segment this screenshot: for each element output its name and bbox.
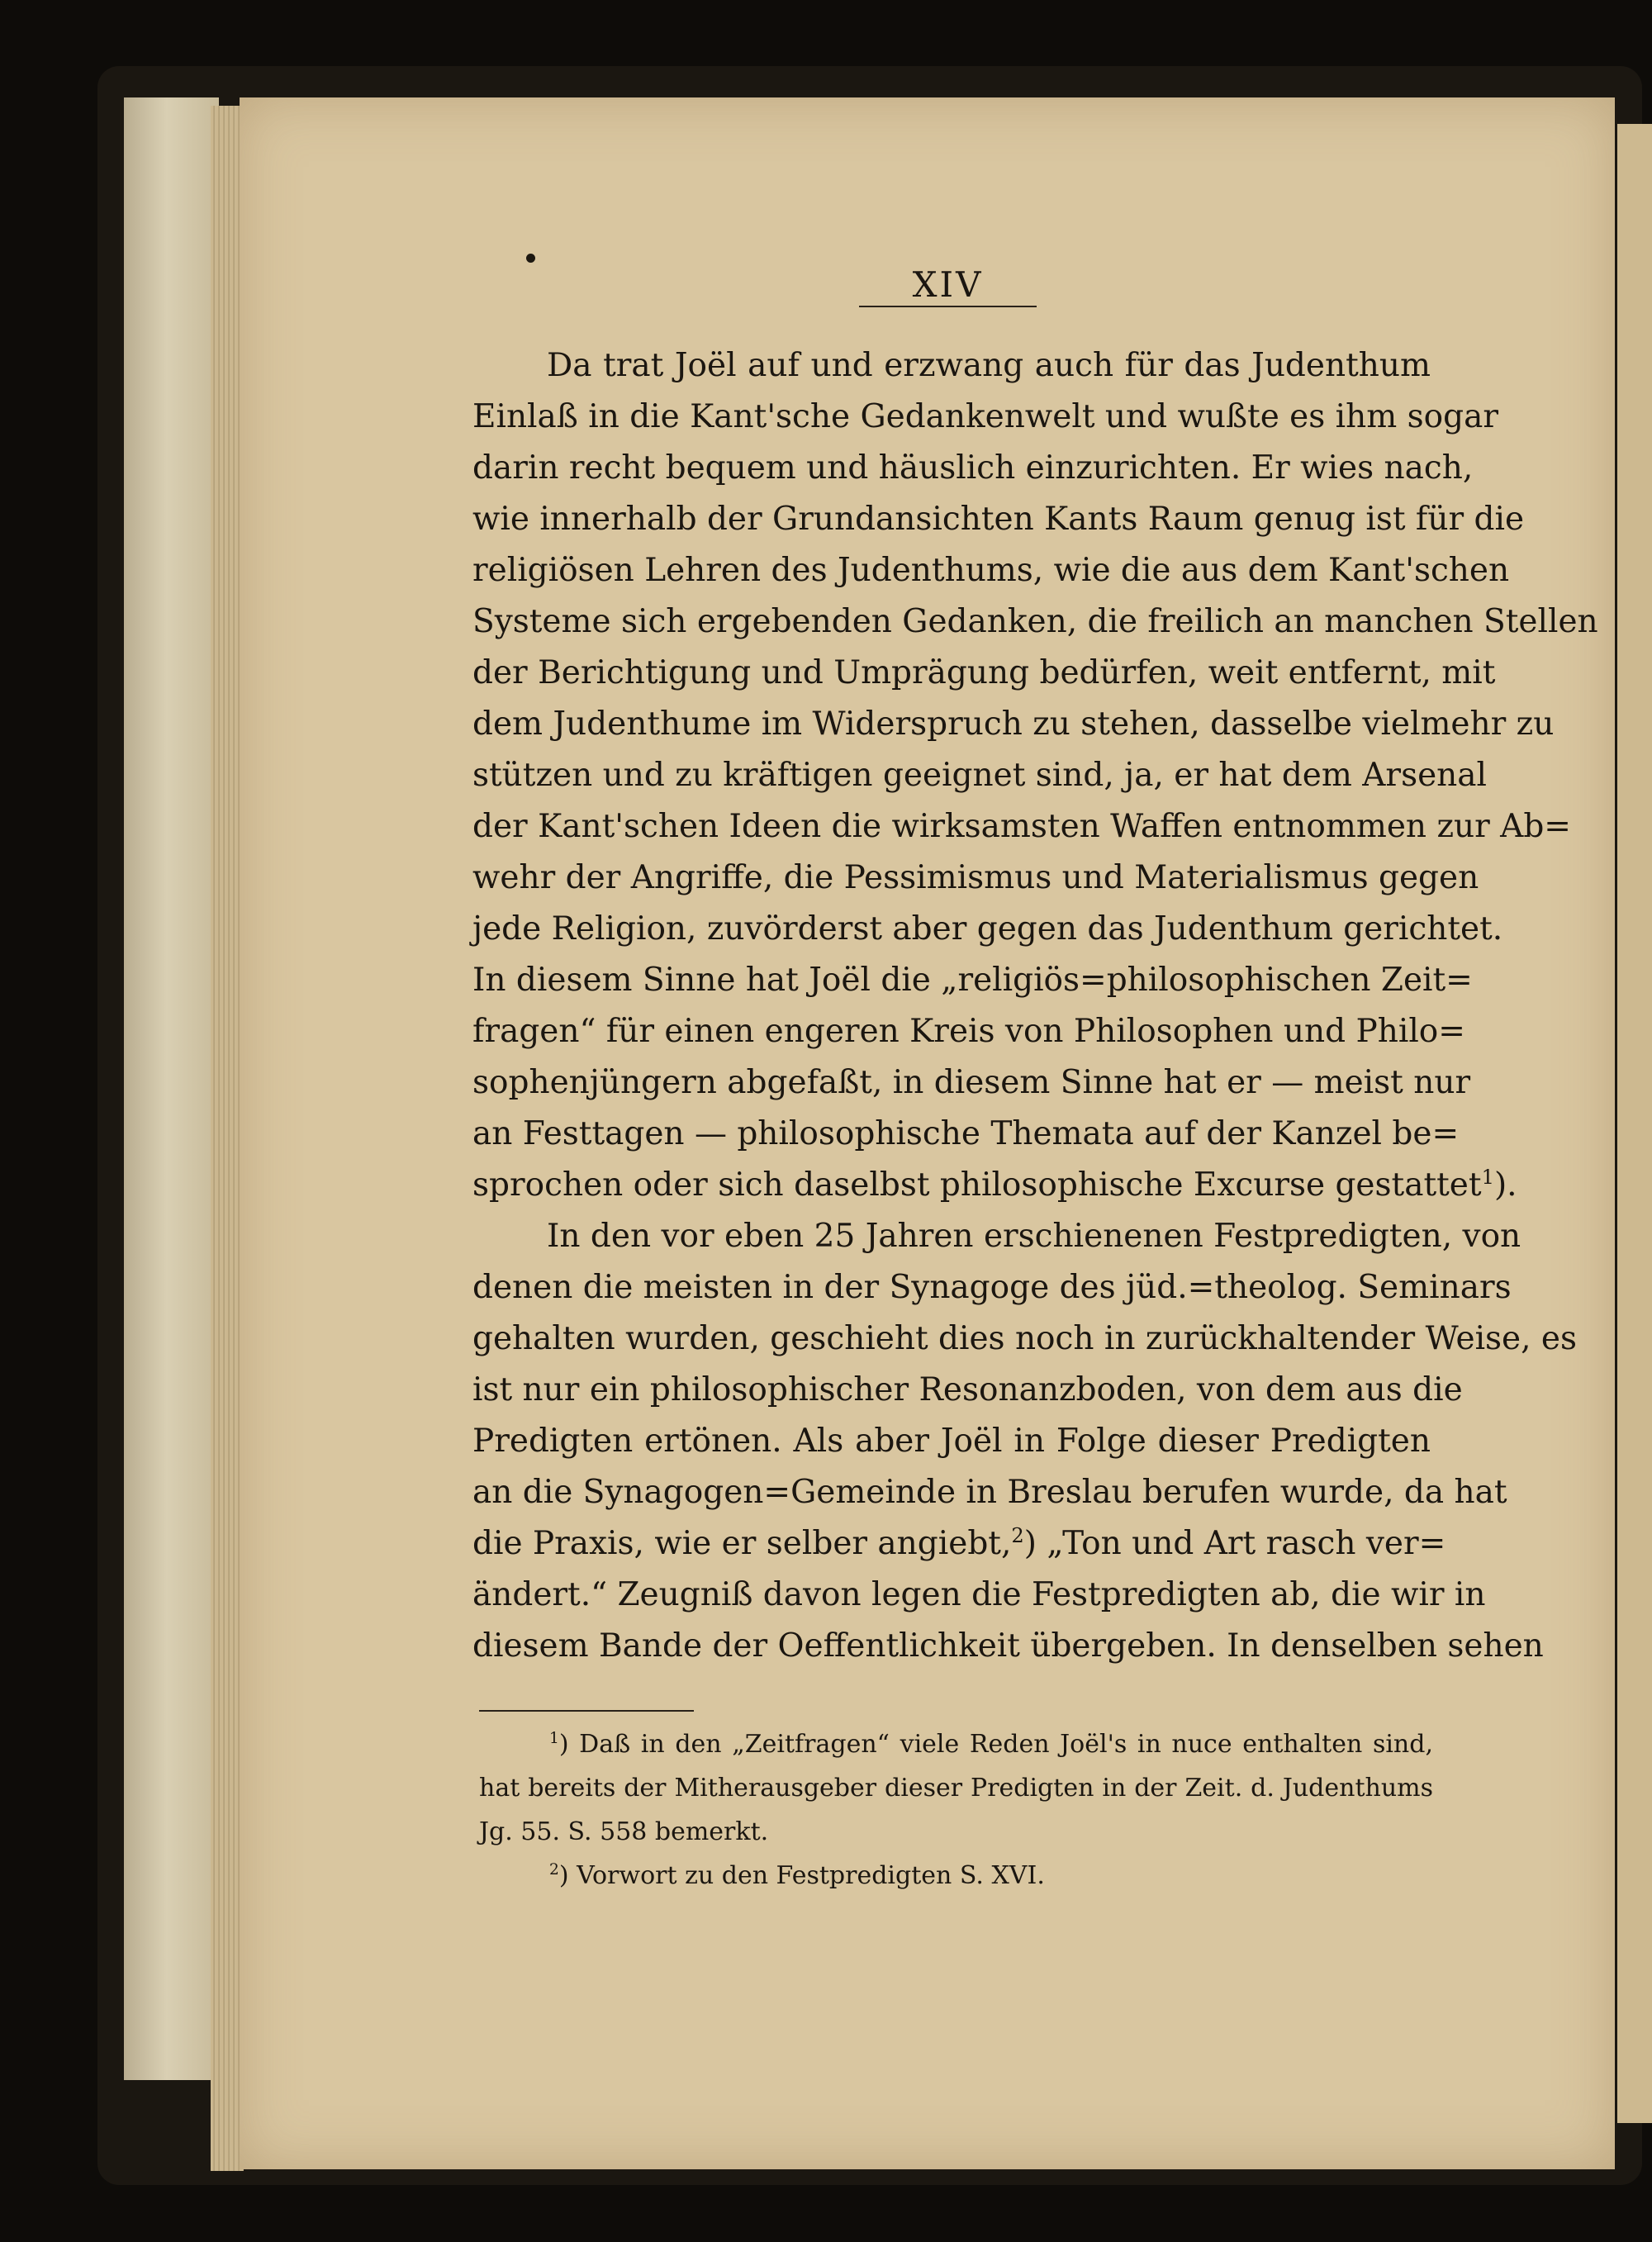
text-line: religiösen Lehren des Judenthums, wie die aus dem Kant'schen bbox=[472, 552, 1510, 589]
footnote-mark: 1 bbox=[549, 1730, 559, 1747]
text-line: Systeme sich ergebenden Gedanken, die freilich an manchen Stellen bbox=[472, 603, 1598, 640]
text-line: an Festtagen — philosophische Themata auf der Kanzel be= bbox=[472, 1115, 1460, 1152]
text-fragment: ) „Ton und Art rasch ver= bbox=[1023, 1525, 1446, 1562]
footnote-text: ) Vorwort zu den Festpredigten S. XVI. bbox=[558, 1861, 1045, 1890]
text-line: Predigten ertönen. Als aber Joël in Folge dieser Predigten bbox=[472, 1423, 1431, 1460]
main-text bbox=[472, 340, 1598, 1672]
footnote-line: Jg. 55. S. 558 bemerkt. bbox=[479, 1817, 769, 1846]
text-line: ändert.“ Zeugniß davon legen die Festpredigten ab, die wir in bbox=[472, 1576, 1486, 1613]
next-page-edge bbox=[1617, 124, 1652, 2123]
footnote-reference: 2 bbox=[1011, 1524, 1024, 1547]
text-line: In den vor eben 25 Jahren erschienenen Festpredigten, von bbox=[547, 1218, 1521, 1255]
text-line: ist nur ein philosophischer Resonanzboden, von dem aus die bbox=[472, 1371, 1463, 1408]
footnote-line bbox=[479, 1854, 1433, 1898]
footnote-text: ) Daß in den „Zeitfragen“ viele Reden Joël's in nuce enthalten sind, bbox=[558, 1730, 1433, 1759]
text-fragment: ). bbox=[1493, 1166, 1517, 1204]
header-rule bbox=[859, 306, 1037, 307]
footnote-line bbox=[479, 1722, 1433, 1766]
text-line: Einlaß in die Kant'sche Gedankenwelt und wußte es ihm sogar bbox=[472, 398, 1499, 435]
footnote-reference: 1 bbox=[1481, 1166, 1494, 1189]
text-fragment: die Praxis, wie er selber angiebt, bbox=[472, 1525, 1012, 1562]
text-line: wie innerhalb der Grundansichten Kants Raum genug ist für die bbox=[472, 501, 1525, 538]
text-line: wehr der Angriffe, die Pessimismus und Materialismus gegen bbox=[472, 859, 1479, 896]
text-line bbox=[472, 1518, 1446, 1570]
text-line bbox=[472, 1160, 1517, 1211]
page-number: XIV bbox=[912, 264, 984, 305]
text-line: der Berichtigung und Umprägung bedürfen, weit entfernt, mit bbox=[472, 654, 1496, 691]
ink-spot bbox=[526, 254, 535, 263]
footnotes bbox=[479, 1722, 1433, 1898]
footnote-mark: 2 bbox=[549, 1861, 559, 1879]
text-line: gehalten wurden, geschieht dies noch in zurückhaltender Weise, es bbox=[472, 1320, 1578, 1357]
text-line: fragen“ für einen engeren Kreis von Philosophen und Philo= bbox=[472, 1013, 1465, 1050]
page-stack-edge bbox=[211, 106, 244, 2171]
text-fragment: sprochen oder sich daselbst philosophische Excurse gestattet bbox=[472, 1166, 1482, 1204]
text-line: Da trat Joël auf und erzwang auch für das Judenthum bbox=[547, 347, 1431, 384]
text-line: der Kant'schen Ideen die wirksamsten Waffen entnommen zur Ab= bbox=[472, 808, 1571, 845]
text-line: sophenjüngern abgefaßt, in diesem Sinne hat er — meist nur bbox=[472, 1064, 1471, 1101]
text-line: an die Synagogen=Gemeinde in Breslau berufen wurde, da hat bbox=[472, 1474, 1507, 1511]
text-line: denen die meisten in der Synagoge des jüd.=theolog. Seminars bbox=[472, 1269, 1512, 1306]
text-line: jede Religion, zuvörderst aber gegen das Judenthum gerichtet. bbox=[472, 910, 1503, 948]
facing-page-edge bbox=[124, 97, 219, 2080]
text-line: diesem Bande der Oeffentlichkeit übergeben. In denselben sehen bbox=[472, 1627, 1544, 1665]
text-line: darin recht bequem und häuslich einzurichten. Er wies nach, bbox=[472, 449, 1474, 487]
footnote-rule bbox=[479, 1710, 694, 1712]
text-line: In diesem Sinne hat Joël die „religiös=philosophischen Zeit= bbox=[472, 962, 1473, 999]
footnote-line: hat bereits der Mitherausgeber dieser Predigten in der Zeit. d. Judenthums bbox=[479, 1774, 1433, 1803]
text-line: dem Judenthume im Widerspruch zu stehen, dasselbe vielmehr zu bbox=[472, 705, 1555, 743]
text-line: stützen und zu kräftigen geeignet sind, ja, er hat dem Arsenal bbox=[472, 757, 1488, 794]
